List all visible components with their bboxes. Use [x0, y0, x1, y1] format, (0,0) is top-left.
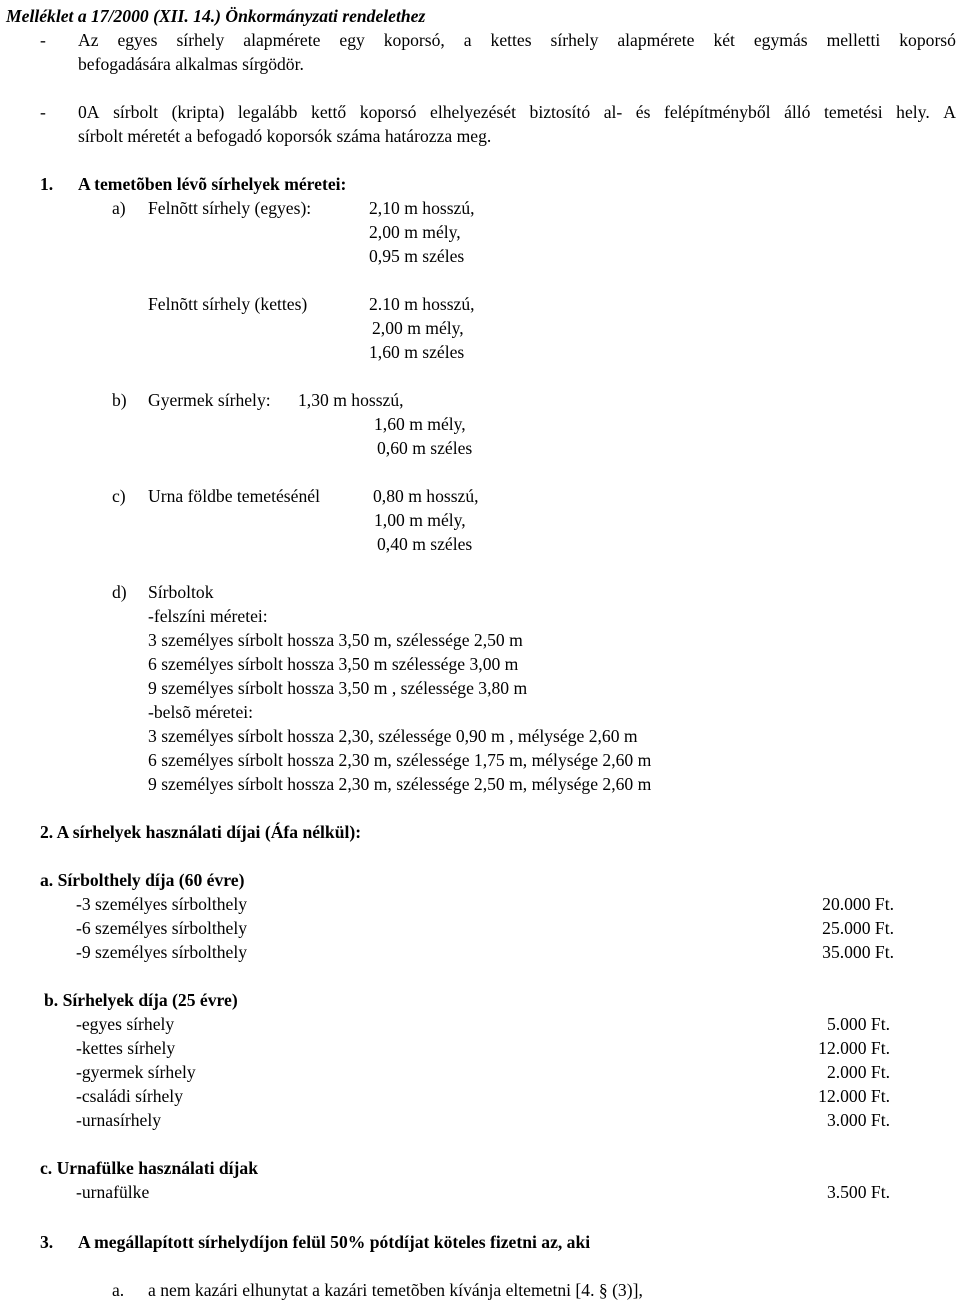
word: koporsó	[359, 102, 417, 122]
intro-dash-1: -	[40, 30, 46, 50]
word: két	[713, 30, 735, 50]
adult-single-grave-label: Felnõtt sírhely (egyes):	[148, 198, 312, 218]
item-c-label: c)	[112, 486, 126, 506]
word: kettő	[311, 102, 347, 122]
crypt-fees-heading: a. Sírbolthely díja (60 évre)	[40, 870, 245, 890]
word: a	[463, 30, 472, 50]
urn-burial-width: 0,40 m széles	[377, 534, 473, 554]
crypt-inner-dims-label: -belsõ méretei:	[148, 702, 254, 722]
word: hely.	[896, 102, 930, 122]
adult-single-length: 2,10 m hosszú,	[369, 198, 475, 218]
word: 0A	[78, 102, 100, 122]
child-grave-width: 0,60 m széles	[377, 438, 473, 458]
adult-double-width: 1,60 m széles	[369, 342, 465, 362]
fee-item-name: -urnafülke	[76, 1182, 150, 1202]
word: kettes	[490, 30, 532, 50]
word: (kripta)	[171, 102, 225, 122]
word: alapmérete	[617, 30, 695, 50]
word: sírbolt	[113, 102, 159, 122]
word: egy	[339, 30, 365, 50]
section-3-item-label: a.	[112, 1280, 125, 1300]
crypt-inner-dims-row: 6 személyes sírbolt hossza 2,30 m, szélessége 1,75 m, mélysége 2,60 m	[148, 750, 652, 770]
section-1-number: 1.	[40, 174, 54, 194]
fee-item-name: -3 személyes sírbolthely	[76, 894, 248, 914]
fee-item-price: 12.000 Ft.	[818, 1086, 890, 1106]
crypt-inner-dims-row: 3 személyes sírbolt hossza 2,30, szélessége 0,90 m , mélysége 2,60 m	[148, 726, 638, 746]
child-grave-depth: 1,60 m mély,	[374, 414, 466, 434]
word: biztosító	[529, 102, 591, 122]
word: egymás	[753, 30, 808, 50]
adult-single-width: 0,95 m széles	[369, 246, 465, 266]
adult-double-grave-label: Felnõtt sírhely (kettes)	[148, 294, 308, 314]
grave-fees-heading: b. Sírhelyek díja (25 évre)	[44, 990, 238, 1010]
crypt-outer-dims-label: -felszíni méretei:	[148, 606, 268, 626]
word: egyes	[117, 30, 158, 50]
fee-item-price: 25.000 Ft.	[822, 918, 894, 938]
section-3-number: 3.	[40, 1232, 54, 1252]
fee-item-name: -9 személyes sírbolthely	[76, 942, 248, 962]
crypts-label: Sírboltok	[148, 582, 214, 602]
fee-item-price: 35.000 Ft.	[822, 942, 894, 962]
intro-dash-2: -	[40, 102, 46, 122]
urn-burial-depth: 1,00 m mély,	[374, 510, 466, 530]
word: sírhely	[550, 30, 599, 50]
adult-double-depth: 2,00 m mély,	[372, 318, 464, 338]
fee-item-price: 3.500 Ft.	[826, 1182, 890, 1202]
item-d-label: d)	[112, 582, 127, 602]
urn-niche-fees-heading: c. Urnafülke használati díjak	[40, 1158, 258, 1178]
fee-item-name: -gyermek sírhely	[76, 1062, 196, 1082]
word: al-	[603, 102, 623, 122]
section-3-item-text: a nem kazári elhunytat a kazári temetõben kívánja eltemetni [4. § (3)],	[148, 1280, 643, 1300]
word: legalább	[237, 102, 298, 122]
item-b-label: b)	[112, 390, 127, 410]
adult-double-length: 2.10 m hosszú,	[369, 294, 475, 314]
fee-item-price: 20.000 Ft.	[822, 894, 894, 914]
crypt-outer-dims-row: 3 személyes sírbolt hossza 3,50 m, szélessége 2,50 m	[148, 630, 523, 650]
word: koporsó	[899, 30, 956, 50]
word: álló	[784, 102, 811, 122]
section-3-title: A megállapított sírhelydíjon felül 50% pótdíjat köteles fizetni az, aki	[78, 1232, 591, 1252]
word: és	[635, 102, 651, 122]
intro-paragraph-1-line-1	[78, 28, 956, 52]
fee-item-price: 12.000 Ft.	[818, 1038, 890, 1058]
word: sírhely	[176, 30, 225, 50]
word: koporsó,	[383, 30, 445, 50]
child-grave-length: 1,30 m hosszú,	[298, 390, 404, 410]
fee-item-price: 3.000 Ft.	[826, 1110, 890, 1130]
intro-paragraph-1-line-2: befogadására alkalmas sírgödör.	[78, 54, 304, 74]
fee-item-price: 2.000 Ft.	[826, 1062, 890, 1082]
fee-item-name: -egyes sírhely	[76, 1014, 175, 1034]
word: A	[943, 102, 956, 122]
document-title: Melléklet a 17/2000 (XII. 14.) Önkormányzati rendelethez	[6, 6, 426, 26]
word: elhelyezését	[430, 102, 516, 122]
word: temetési	[824, 102, 883, 122]
word: felépítményből	[664, 102, 771, 122]
urn-burial-length: 0,80 m hosszú,	[373, 486, 479, 506]
section-1-title: A temetõben lévõ sírhelyek méretei:	[78, 174, 347, 194]
section-2-title: 2. A sírhelyek használati díjai (Áfa nélkül):	[40, 822, 362, 842]
fee-item-price: 5.000 Ft.	[826, 1014, 890, 1034]
fee-item-name: -urnasírhely	[76, 1110, 162, 1130]
fee-item-name: -6 személyes sírbolthely	[76, 918, 248, 938]
adult-single-depth: 2,00 m mély,	[369, 222, 461, 242]
word: melletti	[826, 30, 881, 50]
child-grave-label: Gyermek sírhely:	[148, 390, 271, 410]
fee-item-name: -kettes sírhely	[76, 1038, 176, 1058]
crypt-outer-dims-row: 6 személyes sírbolt hossza 3,50 m szélessége 3,00 m	[148, 654, 519, 674]
intro-paragraph-2-line-2: sírbolt méretét a befogadó koporsók száma határozza meg.	[78, 126, 492, 146]
word: Az	[78, 30, 99, 50]
urn-burial-label: Urna földbe temetésénél	[148, 486, 320, 506]
crypt-outer-dims-row: 9 személyes sírbolt hossza 3,50 m , szélessége 3,80 m	[148, 678, 528, 698]
crypt-inner-dims-row: 9 személyes sírbolt hossza 2,30 m, szélessége 2,50 m, mélysége 2,60 m	[148, 774, 652, 794]
intro-paragraph-2-line-1	[78, 100, 956, 124]
fee-item-name: -családi sírhely	[76, 1086, 183, 1106]
item-a-label: a)	[112, 198, 126, 218]
word: alapmérete	[243, 30, 321, 50]
